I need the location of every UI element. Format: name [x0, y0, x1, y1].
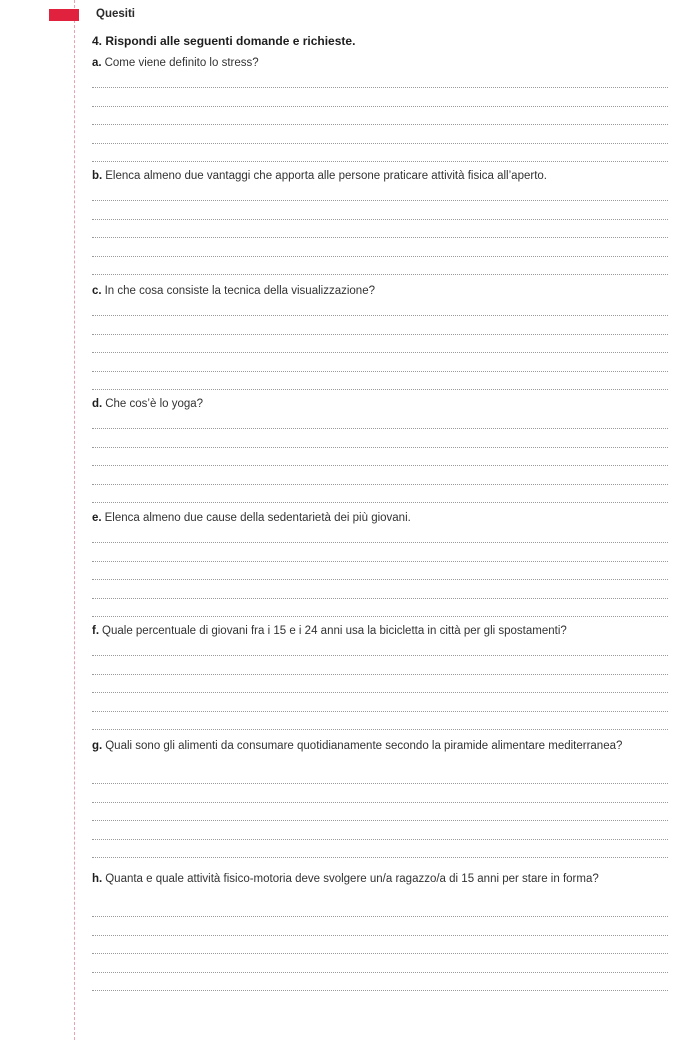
- answer-line[interactable]: [92, 803, 668, 821]
- answer-line[interactable]: [92, 693, 668, 711]
- exercise-title: 4. Rispondi alle seguenti domande e richieste.: [92, 34, 356, 48]
- answer-lines[interactable]: [92, 899, 668, 991]
- section-title: Quesiti: [96, 8, 135, 20]
- question-text: Quale percentuale di giovani fra i 15 e i 24 anni usa la bicicletta in città per gli spostamenti?: [102, 625, 567, 637]
- question-f: [92, 625, 670, 639]
- answer-line[interactable]: [92, 525, 668, 543]
- answer-line[interactable]: [92, 88, 668, 106]
- answer-line[interactable]: [92, 466, 668, 484]
- answer-line[interactable]: [92, 899, 668, 917]
- question-text: Elenca almeno due cause della sedentarietà dei più giovani.: [104, 512, 411, 524]
- question-text: Quanta e quale attività fisico-motoria deve svolgere un/a ragazzo/a di 15 anni per stare in forma?: [105, 873, 599, 885]
- answer-line[interactable]: [92, 821, 668, 839]
- section-marker: [49, 9, 79, 21]
- answer-line[interactable]: [92, 675, 668, 693]
- question-text: Che cos’è lo yoga?: [105, 398, 204, 410]
- answer-lines[interactable]: [92, 411, 668, 503]
- answer-line[interactable]: [92, 335, 668, 353]
- answer-line[interactable]: [92, 429, 668, 447]
- question-d: [92, 398, 670, 412]
- answer-line[interactable]: [92, 353, 668, 371]
- answer-line[interactable]: [92, 784, 668, 802]
- question-h: [92, 873, 670, 887]
- answer-line[interactable]: [92, 638, 668, 656]
- question-letter: e.: [92, 512, 102, 524]
- answer-line[interactable]: [92, 220, 668, 238]
- answer-line[interactable]: [92, 183, 668, 201]
- question-letter: d.: [92, 398, 103, 410]
- question-b: [92, 170, 670, 184]
- margin-rule: [74, 0, 75, 1040]
- answer-lines[interactable]: [92, 638, 668, 730]
- question-letter: c.: [92, 285, 102, 297]
- question-letter: f.: [92, 625, 100, 637]
- question-e: [92, 512, 670, 526]
- answer-line[interactable]: [92, 766, 668, 784]
- question-text: Elenca almeno due vantaggi che apporta alle persone praticare attività fisica all’aperto.: [105, 170, 547, 182]
- answer-line[interactable]: [92, 107, 668, 125]
- answer-line[interactable]: [92, 125, 668, 143]
- answer-line[interactable]: [92, 448, 668, 466]
- question-a: [92, 57, 670, 71]
- question-letter: a.: [92, 57, 102, 69]
- answer-line[interactable]: [92, 257, 668, 275]
- question-g: [92, 740, 670, 754]
- answer-lines[interactable]: [92, 183, 668, 275]
- question-text: Come viene definito lo stress?: [104, 57, 259, 69]
- answer-line[interactable]: [92, 238, 668, 256]
- answer-line[interactable]: [92, 316, 668, 334]
- answer-line[interactable]: [92, 411, 668, 429]
- answer-lines[interactable]: [92, 70, 668, 162]
- answer-line[interactable]: [92, 485, 668, 503]
- question-text: In che cosa consiste la tecnica della visualizzazione?: [104, 285, 375, 297]
- answer-line[interactable]: [92, 562, 668, 580]
- answer-line[interactable]: [92, 543, 668, 561]
- answer-line[interactable]: [92, 917, 668, 935]
- answer-line[interactable]: [92, 840, 668, 858]
- answer-line[interactable]: [92, 201, 668, 219]
- answer-line[interactable]: [92, 372, 668, 390]
- answer-line[interactable]: [92, 712, 668, 730]
- answer-lines[interactable]: [92, 525, 668, 617]
- question-letter: h.: [92, 873, 103, 885]
- answer-line[interactable]: [92, 580, 668, 598]
- answer-line[interactable]: [92, 936, 668, 954]
- answer-line[interactable]: [92, 70, 668, 88]
- answer-line[interactable]: [92, 298, 668, 316]
- answer-lines[interactable]: [92, 766, 668, 858]
- answer-line[interactable]: [92, 599, 668, 617]
- question-c: [92, 285, 670, 299]
- question-letter: g.: [92, 740, 103, 752]
- answer-line[interactable]: [92, 954, 668, 972]
- answer-lines[interactable]: [92, 298, 668, 390]
- answer-line[interactable]: [92, 973, 668, 991]
- answer-line[interactable]: [92, 656, 668, 674]
- question-letter: b.: [92, 170, 103, 182]
- question-text: Quali sono gli alimenti da consumare quotidianamente secondo la piramide alimentare mediterranea?: [105, 740, 623, 752]
- answer-line[interactable]: [92, 144, 668, 162]
